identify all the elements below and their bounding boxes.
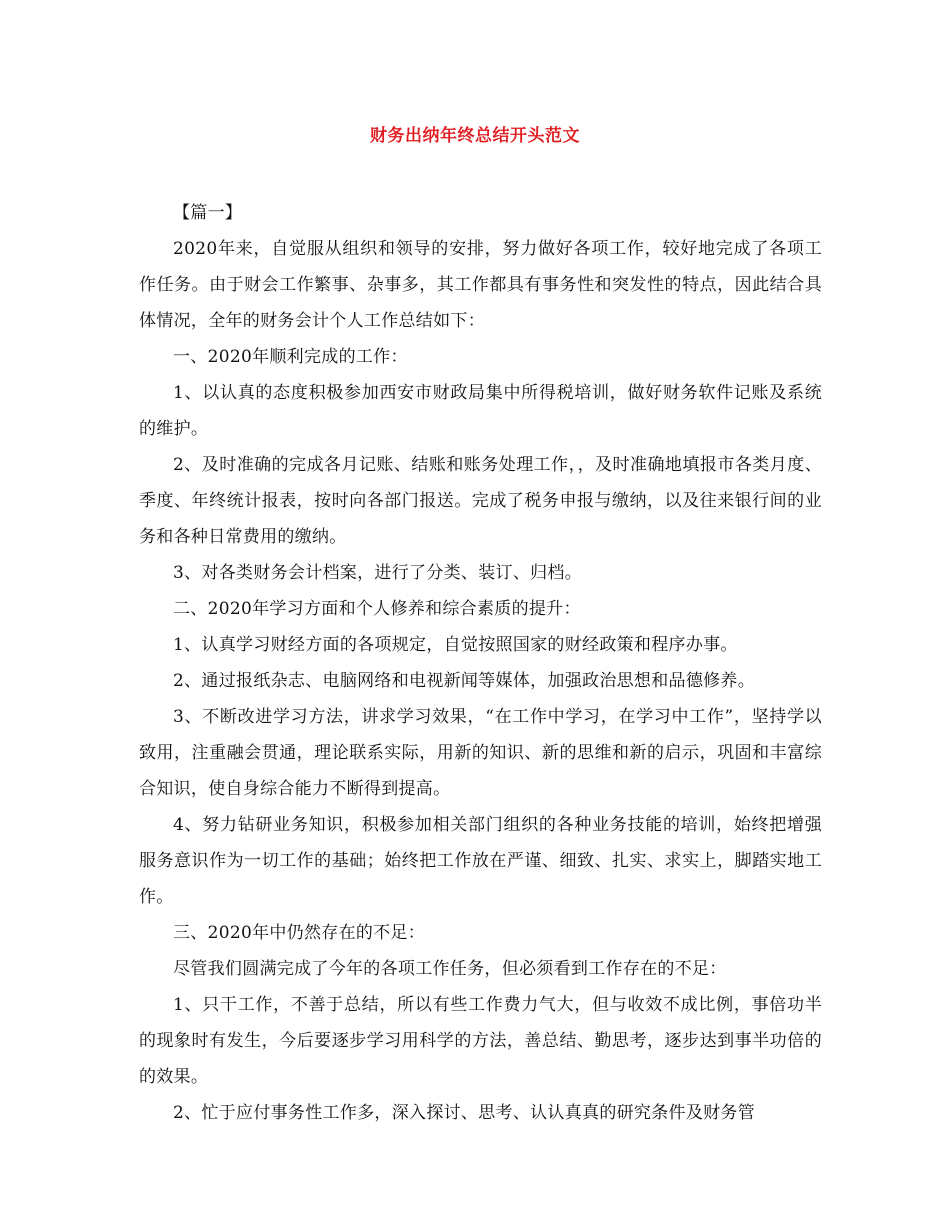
shortcomings-item-1: 1、只干工作，不善于总结，所以有些工作费力气大，但与收效不成比例，事倍功半的现象时有发生，今后要逐步学习用科学的方法，善总结、勤思考，逐步达到事半功倍的的效果。 bbox=[139, 995, 822, 1087]
section-heading-shortcomings: 三、2020年中仍然存在的不足： bbox=[173, 923, 426, 943]
learning-item-4: 4、努力钻研业务知识，积极参加相关部门组织的各种业务技能的培训，始终把增强服务意识作为一切工作的基础；始终把工作放在严谨、细致、扎实、求实上，脚踏实地工作。 bbox=[139, 815, 822, 907]
completed-work-item-2: 2、及时准确的完成各月记账、结账和账务处理工作，，及时准确地填报市各类月度、季度、年终统计报表，按时向各部门报送。完成了税务申报与缴纳，以及往来银行间的业务和各种日常费用的缴纳。 bbox=[139, 455, 822, 547]
completed-work-item-1: 1、以认真的态度积极参加西安市财政局集中所得税培训，做好财务软件记账及系统的维护。 bbox=[139, 383, 822, 439]
completed-work-item-3: 3、对各类财务会计档案，进行了分类、装订、归档。 bbox=[173, 563, 583, 583]
learning-item-3: 3、不断改进学习方法，讲求学习效果，“在工作中学习，在学习中工作”，坚持学以致用，注重融会贯通，理论联系实际，用新的知识、新的思维和新的启示，巩固和丰富综合知识，使自身综合能力不断得到提高。 bbox=[139, 707, 822, 799]
intro-paragraph: 2020年来，自觉服从组织和领导的安排，努力做好各项工作，较好地完成了各项工作任务。由于财会工作繁事、杂事多，其工作都具有事务性和突发性的特点，因此结合具体情况，全年的财务会计个人工作总结如下： bbox=[139, 239, 822, 331]
shortcomings-intro: 尽管我们圆满完成了今年的各项工作任务，但必须看到工作存在的不足： bbox=[173, 959, 727, 979]
section-heading-learning: 二、2020年学习方面和个人修养和综合素质的提升： bbox=[173, 599, 581, 619]
document-body bbox=[139, 195, 822, 1131]
shortcomings-item-2: 2、忙于应付事务性工作多，深入探讨、思考、认认真真的研究条件及财务管 bbox=[173, 1103, 756, 1123]
document-title: 财务出纳年终总结开头范文 bbox=[370, 126, 580, 146]
section-heading-part-one: 【篇一】 bbox=[173, 203, 243, 223]
section-heading-completed-work: 一、2020年顺利完成的工作： bbox=[173, 347, 408, 367]
learning-item-1: 1、认真学习财经方面的各项规定，自觉按照国家的财经政策和程序办事。 bbox=[173, 635, 738, 655]
learning-item-2: 2、通过报纸杂志、电脑网络和电视新闻等媒体，加强政治思想和品德修养。 bbox=[173, 671, 756, 691]
